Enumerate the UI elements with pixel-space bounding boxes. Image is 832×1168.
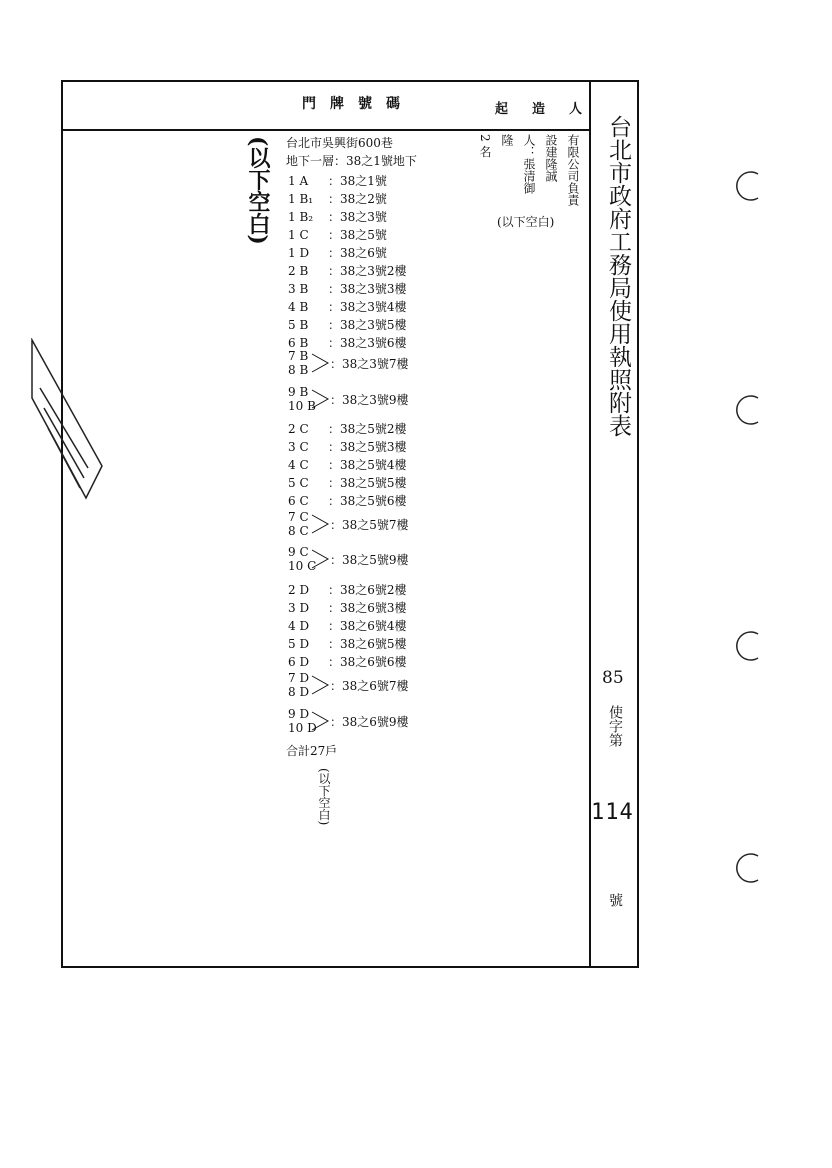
blank-note-small: (以下空白) [317, 768, 331, 826]
unit-row [288, 298, 407, 315]
unit-address: ：38之3號2樓 [328, 264, 407, 278]
unit-row [288, 262, 407, 279]
builder-blank-note: (以下空白) [497, 215, 555, 229]
unit-code: 3 C [288, 440, 309, 454]
unit-code: 6 C [288, 494, 309, 508]
unit-code: 1 B₁ [288, 192, 314, 206]
unit-address: ：38之6號5樓 [328, 637, 407, 651]
unit-row [288, 280, 407, 297]
unit-address: ：38之3號6樓 [328, 336, 407, 350]
unit-address: ：38之6號4樓 [328, 619, 407, 633]
unit-address: ：38之5號6樓 [328, 494, 407, 508]
unit-address: ：38之5號4樓 [328, 458, 407, 472]
unit-pair [288, 545, 409, 573]
builder-col-4: 隆 [500, 134, 514, 146]
unit-address: ：38之3號4樓 [328, 300, 407, 314]
bracket-mark [310, 385, 332, 413]
unit-code: 2 C [288, 422, 309, 436]
punch-hole-2 [728, 392, 768, 432]
header-address: 門牌號碼 [302, 96, 414, 112]
unit-pair [288, 510, 409, 538]
unit-address: ：38之5號9樓 [330, 553, 409, 567]
builder-col-3: 人：張清御 [522, 134, 536, 194]
unit-row [288, 420, 407, 437]
unit-address: ：38之6號6樓 [328, 655, 407, 669]
unit-code: 5 B [288, 318, 309, 332]
unit-code: 3 D [288, 601, 310, 615]
unit-code: 8 D [288, 685, 310, 699]
unit-code: 10 C [288, 559, 317, 573]
unit-code: 9 B [288, 385, 309, 399]
blank-note-large: (以下空白) [245, 136, 271, 245]
unit-row [288, 456, 407, 473]
address-basement: 地下一層：38之1號地下 [286, 154, 417, 168]
unit-address: ：38之3號7樓 [330, 357, 409, 371]
stamp-mark [28, 338, 108, 508]
unit-address: ：38之6號3樓 [328, 601, 407, 615]
bracket-mark [310, 671, 332, 699]
unit-code: 8 C [288, 524, 309, 538]
header-builder: 起造人 [495, 102, 607, 117]
unit-row [288, 244, 387, 261]
unit-address: ：38之5號5樓 [328, 476, 407, 490]
unit-address: ：38之2號 [328, 192, 387, 206]
unit-row [288, 172, 387, 189]
unit-code: 3 B [288, 282, 309, 296]
unit-pair [288, 671, 409, 699]
unit-address: ：38之5號3樓 [328, 440, 407, 454]
unit-code: 6 B [288, 336, 309, 350]
unit-code: 9 D [288, 707, 310, 721]
unit-address: ：38之5號7樓 [330, 518, 409, 532]
unit-row [288, 208, 387, 225]
unit-row [288, 581, 407, 598]
unit-code: 1 B₂ [288, 210, 314, 224]
unit-address: ：38之5號 [328, 228, 387, 242]
unit-row [288, 438, 407, 455]
unit-pair [288, 349, 409, 377]
unit-address: ：38之1號 [328, 174, 387, 188]
unit-code: 7 B [288, 349, 309, 363]
permit-year: 85 [602, 668, 624, 688]
punch-hole-3 [728, 628, 768, 668]
unit-row [288, 653, 407, 670]
bracket-mark [310, 349, 332, 377]
header-divider [61, 129, 589, 131]
builder-col-1: 有限公司負責 [566, 134, 580, 206]
unit-code: 10 D [288, 721, 317, 735]
unit-row [288, 190, 387, 207]
unit-row [288, 492, 407, 509]
unit-code: 8 B [288, 363, 309, 377]
bracket-mark [310, 545, 332, 573]
builder-col-2: 設建隆誠 [544, 134, 558, 182]
address-street: 台北市吳興街600巷 [286, 136, 393, 150]
unit-address: ：38之6號2樓 [328, 583, 407, 597]
unit-code: 7 D [288, 671, 310, 685]
unit-code: 1 D [288, 246, 310, 260]
unit-code: 1 C [288, 228, 309, 242]
unit-code: 2 D [288, 583, 310, 597]
punch-hole-4 [728, 850, 768, 890]
permit-word: 使字第 [607, 705, 623, 747]
unit-code: 10 B [288, 399, 316, 413]
builder-col-5: 2 名 [478, 134, 492, 158]
unit-address: ：38之6號 [328, 246, 387, 260]
permit-suffix: 號 [607, 893, 623, 907]
title-divider [589, 80, 591, 968]
unit-address: ：38之6號9樓 [330, 715, 409, 729]
unit-code: 5 D [288, 637, 310, 651]
unit-code: 9 C [288, 545, 309, 559]
unit-address: ：38之3號3樓 [328, 282, 407, 296]
unit-address: ：38之3號9樓 [330, 393, 409, 407]
page-title: 台北市政府工務局使用執照附表 [605, 115, 631, 437]
bracket-mark [310, 707, 332, 735]
unit-row [288, 617, 407, 634]
unit-code: 5 C [288, 476, 309, 490]
unit-pair [288, 707, 409, 735]
punch-hole-1 [728, 168, 768, 208]
permit-number: 114 [591, 800, 634, 825]
unit-row [288, 474, 407, 491]
unit-code: 2 B [288, 264, 309, 278]
unit-code: 4 B [288, 300, 309, 314]
unit-code: 4 C [288, 458, 309, 472]
unit-row [288, 316, 407, 333]
unit-code: 1 A [288, 174, 309, 188]
unit-address: ：38之6號7樓 [330, 679, 409, 693]
unit-row [288, 599, 407, 616]
unit-address: ：38之5號2樓 [328, 422, 407, 436]
total-count: 合計27戶 [286, 744, 338, 758]
unit-row [288, 635, 407, 652]
unit-row [288, 226, 387, 243]
unit-pair [288, 385, 409, 413]
unit-address: ：38之3號 [328, 210, 387, 224]
unit-address: ：38之3號5樓 [328, 318, 407, 332]
bracket-mark [310, 510, 332, 538]
unit-code: 7 C [288, 510, 309, 524]
unit-code: 4 D [288, 619, 310, 633]
unit-code: 6 D [288, 655, 310, 669]
